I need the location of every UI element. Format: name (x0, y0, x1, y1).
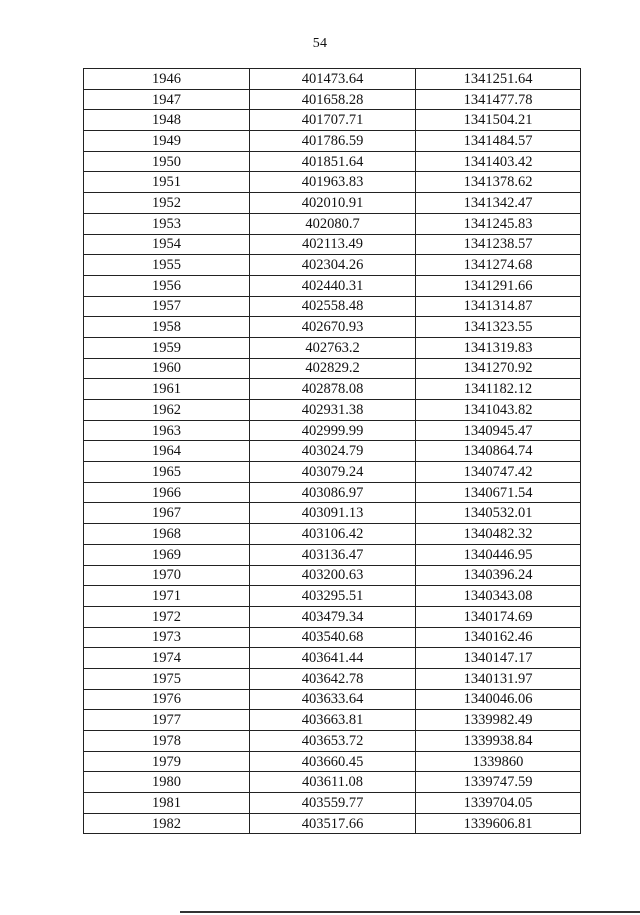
value-a-cell: 403653.72 (250, 731, 416, 752)
year-cell: 1959 (84, 337, 250, 358)
year-cell: 1967 (84, 503, 250, 524)
table-row (84, 358, 581, 379)
value-a-cell: 402440.31 (250, 275, 416, 296)
year-cell: 1971 (84, 586, 250, 607)
year-cell: 1965 (84, 462, 250, 483)
value-b-cell: 1340747.42 (416, 462, 581, 483)
value-b-cell: 1341403.42 (416, 151, 581, 172)
value-b-cell: 1341323.55 (416, 317, 581, 338)
year-cell: 1963 (84, 420, 250, 441)
value-b-cell: 1341319.83 (416, 337, 581, 358)
value-b-cell: 1341378.62 (416, 172, 581, 193)
table-row (84, 772, 581, 793)
year-cell: 1946 (84, 69, 250, 90)
table-row (84, 462, 581, 483)
value-a-cell: 401963.83 (250, 172, 416, 193)
value-b-cell: 1340864.74 (416, 441, 581, 462)
value-a-cell: 402304.26 (250, 255, 416, 276)
value-a-cell: 403641.44 (250, 648, 416, 669)
year-cell: 1957 (84, 296, 250, 317)
value-b-cell: 1341314.87 (416, 296, 581, 317)
table-row (84, 793, 581, 814)
table-row (84, 813, 581, 834)
value-b-cell: 1341504.21 (416, 110, 581, 131)
year-cell: 1975 (84, 668, 250, 689)
value-b-cell: 1340446.95 (416, 544, 581, 565)
value-a-cell: 402999.99 (250, 420, 416, 441)
value-a-cell: 402670.93 (250, 317, 416, 338)
value-b-cell: 1339606.81 (416, 813, 581, 834)
year-cell: 1966 (84, 482, 250, 503)
value-a-cell: 403479.34 (250, 606, 416, 627)
year-cell: 1961 (84, 379, 250, 400)
value-b-cell: 1339982.49 (416, 710, 581, 731)
value-b-cell: 1341291.66 (416, 275, 581, 296)
table-row (84, 627, 581, 648)
value-a-cell: 403295.51 (250, 586, 416, 607)
value-b-cell: 1340162.46 (416, 627, 581, 648)
value-a-cell: 403106.42 (250, 524, 416, 545)
table-row (84, 275, 581, 296)
table-row (84, 751, 581, 772)
value-b-cell: 1341484.57 (416, 131, 581, 152)
value-a-cell: 402829.2 (250, 358, 416, 379)
value-b-cell: 1339938.84 (416, 731, 581, 752)
table-row (84, 317, 581, 338)
year-cell: 1954 (84, 234, 250, 255)
year-cell: 1970 (84, 565, 250, 586)
table-row (84, 586, 581, 607)
year-cell: 1955 (84, 255, 250, 276)
table-row (84, 524, 581, 545)
value-a-cell: 402080.7 (250, 213, 416, 234)
table-row (84, 234, 581, 255)
table-row (84, 731, 581, 752)
year-cell: 1956 (84, 275, 250, 296)
value-a-cell: 403540.68 (250, 627, 416, 648)
table-row (84, 648, 581, 669)
value-a-cell: 401658.28 (250, 89, 416, 110)
value-b-cell: 1341238.57 (416, 234, 581, 255)
year-cell: 1958 (84, 317, 250, 338)
value-a-cell: 402931.38 (250, 400, 416, 421)
value-a-cell: 401786.59 (250, 131, 416, 152)
value-b-cell: 1339860 (416, 751, 581, 772)
value-b-cell: 1340396.24 (416, 565, 581, 586)
value-b-cell: 1340131.97 (416, 668, 581, 689)
table-row (84, 131, 581, 152)
value-a-cell: 402010.91 (250, 193, 416, 214)
table-row (84, 296, 581, 317)
value-a-cell: 403663.81 (250, 710, 416, 731)
value-a-cell: 403642.78 (250, 668, 416, 689)
value-b-cell: 1340147.17 (416, 648, 581, 669)
value-a-cell: 401473.64 (250, 69, 416, 90)
table-row (84, 544, 581, 565)
value-a-cell: 402113.49 (250, 234, 416, 255)
value-a-cell: 403633.64 (250, 689, 416, 710)
table-row (84, 606, 581, 627)
year-cell: 1978 (84, 731, 250, 752)
value-a-cell: 403200.63 (250, 565, 416, 586)
value-b-cell: 1340343.08 (416, 586, 581, 607)
value-b-cell: 1341251.64 (416, 69, 581, 90)
table-row (84, 172, 581, 193)
table-row (84, 213, 581, 234)
value-a-cell: 402763.2 (250, 337, 416, 358)
table-row (84, 379, 581, 400)
year-cell: 1982 (84, 813, 250, 834)
value-b-cell: 1339747.59 (416, 772, 581, 793)
value-b-cell: 1340174.69 (416, 606, 581, 627)
value-b-cell: 1341477.78 (416, 89, 581, 110)
table-row (84, 255, 581, 276)
value-a-cell: 403024.79 (250, 441, 416, 462)
value-a-cell: 402878.08 (250, 379, 416, 400)
year-cell: 1950 (84, 151, 250, 172)
value-b-cell: 1340532.01 (416, 503, 581, 524)
table-row (84, 565, 581, 586)
table-row (84, 69, 581, 90)
year-cell: 1953 (84, 213, 250, 234)
page-number: 54 (312, 36, 328, 51)
value-a-cell: 403660.45 (250, 751, 416, 772)
year-cell: 1973 (84, 627, 250, 648)
table-row (84, 482, 581, 503)
value-b-cell: 1340945.47 (416, 420, 581, 441)
value-b-cell: 1341342.47 (416, 193, 581, 214)
table-row (84, 420, 581, 441)
value-b-cell: 1341245.83 (416, 213, 581, 234)
year-cell: 1968 (84, 524, 250, 545)
value-b-cell: 1341043.82 (416, 400, 581, 421)
table-row (84, 193, 581, 214)
year-cell: 1969 (84, 544, 250, 565)
value-a-cell: 403559.77 (250, 793, 416, 814)
value-a-cell: 403611.08 (250, 772, 416, 793)
value-b-cell: 1340482.32 (416, 524, 581, 545)
value-b-cell: 1340046.06 (416, 689, 581, 710)
value-b-cell: 1339704.05 (416, 793, 581, 814)
year-cell: 1947 (84, 89, 250, 110)
bottom-rule (180, 911, 640, 913)
year-cell: 1972 (84, 606, 250, 627)
value-a-cell: 403091.13 (250, 503, 416, 524)
table-row (84, 110, 581, 131)
year-cell: 1964 (84, 441, 250, 462)
year-cell: 1960 (84, 358, 250, 379)
table-body (84, 69, 581, 834)
year-cell: 1981 (84, 793, 250, 814)
table-row (84, 689, 581, 710)
year-cell: 1952 (84, 193, 250, 214)
year-cell: 1949 (84, 131, 250, 152)
year-cell: 1951 (84, 172, 250, 193)
value-b-cell: 1341182.12 (416, 379, 581, 400)
table-row (84, 668, 581, 689)
table-row (84, 503, 581, 524)
value-a-cell: 402558.48 (250, 296, 416, 317)
table-row (84, 400, 581, 421)
value-b-cell: 1341270.92 (416, 358, 581, 379)
table-row (84, 337, 581, 358)
data-table (83, 68, 581, 834)
value-a-cell: 401707.71 (250, 110, 416, 131)
value-a-cell: 403079.24 (250, 462, 416, 483)
table-row (84, 710, 581, 731)
year-cell: 1980 (84, 772, 250, 793)
table-row (84, 89, 581, 110)
value-a-cell: 403517.66 (250, 813, 416, 834)
year-cell: 1974 (84, 648, 250, 669)
year-cell: 1962 (84, 400, 250, 421)
value-a-cell: 401851.64 (250, 151, 416, 172)
table-row (84, 441, 581, 462)
year-cell: 1979 (84, 751, 250, 772)
year-cell: 1948 (84, 110, 250, 131)
table-row (84, 151, 581, 172)
value-b-cell: 1341274.68 (416, 255, 581, 276)
year-cell: 1977 (84, 710, 250, 731)
year-cell: 1976 (84, 689, 250, 710)
value-a-cell: 403136.47 (250, 544, 416, 565)
value-b-cell: 1340671.54 (416, 482, 581, 503)
value-a-cell: 403086.97 (250, 482, 416, 503)
